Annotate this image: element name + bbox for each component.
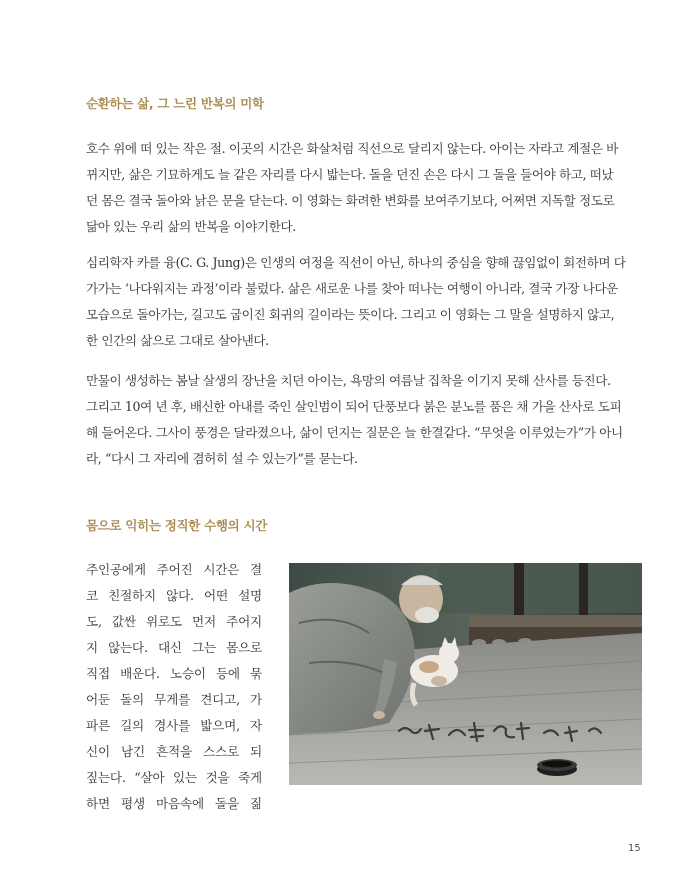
paragraph-seasons: [86, 368, 640, 472]
text-line: 지 않는다. 대신 그는 몸으로: [86, 640, 262, 655]
paragraph-practice: [86, 557, 262, 817]
text-line: 만물이 생성하는 봄날 살생의 장난을 치던 아이는, 욕망의 여름날 집착을 이기지 못해 산사를 등진다.: [86, 373, 611, 388]
text-line: 신이 남긴 흔적을 스스로 되: [86, 744, 262, 759]
text-line: 닮아 있는 우리 삶의 반복을 이야기한다.: [86, 219, 296, 234]
text-line: 해 들어온다. 그사이 풍경은 달라졌으나, 삶이 던지는 질문은 늘 한결같다. “무엇을 이루었는가”가 아니: [86, 425, 623, 440]
text-line: 뀌지만, 삶은 기묘하게도 늘 같은 자리를 다시 밟는다. 돌을 던진 손은 다시 그 돌을 들어야 하고, 떠났: [86, 167, 614, 182]
paragraph-jung: [86, 250, 640, 354]
text-line: 한 인간의 삶으로 그대로 살아낸다.: [86, 333, 269, 348]
text-line: 가가는 ‘나다워지는 과정’이라 불렀다. 삶은 새로운 나를 찾아 떠나는 여행이 아니라, 결국 가장 나다운: [86, 281, 618, 296]
text-line: 파른 길의 경사를 밟으며, 자: [86, 718, 262, 733]
text-line: 도, 값싼 위로도 먼저 주어지: [86, 614, 262, 629]
text-line: 라, “다시 그 자리에 겸허히 설 수 있는가”를 묻는다.: [86, 451, 358, 466]
text-line: 던 몸은 결국 돌아와 낡은 문을 닫는다. 이 영화는 화려한 변화를 보여주기보다, 어쩌면 지독할 정도로: [86, 193, 615, 208]
page-number: 15: [628, 843, 641, 854]
text-line: 짚는다. “살아 있는 것을 죽게: [86, 770, 262, 785]
text-line: 호수 위에 떠 있는 작은 절. 이곳의 시간은 화살처럼 직선으로 달리지 않는다. 아이는 자라고 계절은 바: [86, 141, 618, 156]
text-line: 직접 배운다. 노승이 등에 묶: [86, 666, 262, 681]
text-line: 코 친절하지 않다. 어떤 설명: [86, 588, 262, 603]
film-still-photo: [289, 563, 642, 785]
text-line: 그리고 10여 년 후, 배신한 아내를 죽인 살인범이 되어 단풍보다 붉은 분노를 품은 채 가을 산사로 도피: [86, 399, 622, 414]
text-line: 하면 평생 마음속에 돌을 짊: [86, 796, 262, 811]
text-line: 모습으로 돌아가는, 길고도 굽이진 회귀의 길이라는 뜻이다. 그리고 이 영화는 그 말을 설명하지 않고,: [86, 307, 615, 322]
section-heading-cycle: 순환하는 삶, 그 느린 반복의 미학: [86, 96, 264, 111]
paragraph-lake-temple: [86, 136, 640, 240]
section-heading-practice: 몸으로 익히는 정직한 수행의 시간: [86, 518, 268, 533]
text-line: 심리학자 카를 융(C. G. Jung)은 인생의 여정을 직선이 아닌, 하나의 중심을 향해 끊임없이 회전하며 다: [86, 255, 626, 270]
text-line: 어둔 돌의 무게를 견디고, 가: [86, 692, 262, 707]
text-line: 주인공에게 주어진 시간은 결: [86, 562, 262, 577]
